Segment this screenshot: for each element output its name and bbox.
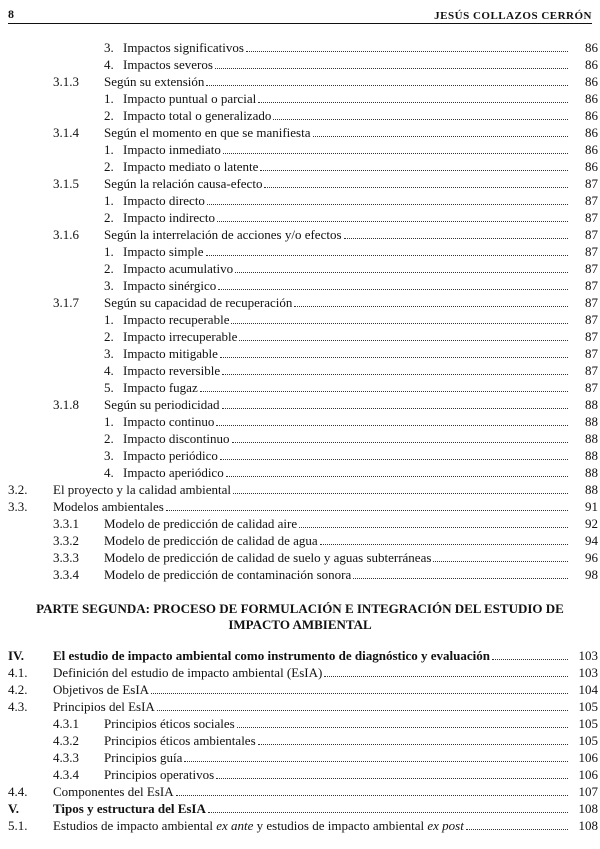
toc-entry-number: 3.1.6 — [53, 227, 79, 242]
toc-entry-number: 4.4. — [8, 784, 28, 799]
toc-entry-number: 4.3. — [8, 699, 28, 714]
dot-leader — [273, 119, 568, 120]
toc-entry-page: 87 — [585, 261, 598, 276]
toc-entry-page: 105 — [578, 699, 598, 714]
dot-leader — [492, 659, 568, 660]
dot-leader — [206, 85, 568, 86]
toc-entry-title: Principios éticos sociales — [104, 716, 235, 731]
dot-leader — [151, 693, 568, 694]
toc-entry[interactable] — [0, 73, 600, 90]
dot-leader — [353, 578, 568, 579]
toc-entry[interactable] — [0, 532, 600, 549]
toc-entry-page: 88 — [585, 448, 598, 463]
toc-entry-title: Según la interrelación de acciones y/o efectos — [104, 227, 342, 242]
toc-entry[interactable] — [0, 328, 600, 345]
toc-entry[interactable] — [0, 766, 600, 783]
toc-entry-number: V. — [8, 801, 19, 816]
toc-entry[interactable] — [0, 226, 600, 243]
dot-leader — [466, 829, 568, 830]
toc-entry-number: 1. — [104, 414, 114, 429]
toc-entry[interactable] — [0, 379, 600, 396]
toc-entry-page: 86 — [585, 40, 598, 55]
dot-leader — [216, 425, 568, 426]
toc-entry-page: 94 — [585, 533, 598, 548]
toc-entry-title: Impacto reversible — [123, 363, 221, 378]
toc-entry[interactable] — [0, 175, 600, 192]
toc-entry-title: Según la relación causa-efecto — [104, 176, 263, 191]
dot-leader — [264, 187, 568, 188]
dot-leader — [207, 204, 568, 205]
dot-leader — [223, 153, 568, 154]
dot-leader — [217, 221, 568, 222]
toc-entry-title: Impacto indirecto — [123, 210, 216, 225]
toc-entry-title: Impacto aperiódico — [123, 465, 224, 480]
toc-entry[interactable] — [0, 749, 600, 766]
toc-entry-page: 87 — [585, 278, 598, 293]
toc-entry-number: 2. — [104, 159, 114, 174]
toc-entry[interactable] — [0, 515, 600, 532]
toc-entry[interactable] — [0, 243, 600, 260]
toc-entry-title: Impacto mediato o latente — [123, 159, 259, 174]
dot-leader — [232, 442, 568, 443]
toc-entry-title: Impactos significativos — [123, 40, 244, 55]
toc-entry-number: 1. — [104, 142, 114, 157]
toc-entry[interactable] — [0, 664, 600, 681]
part-heading: PARTE SEGUNDA: PROCESO DE FORMULACIÓN E INTEGRACIÓN DEL ESTUDIO DE IMPACTO AMBIENTAL — [36, 601, 564, 632]
toc-entry[interactable] — [0, 396, 600, 413]
dot-leader — [258, 102, 568, 103]
dot-leader — [166, 510, 568, 511]
toc-entry-title: Impacto directo — [123, 193, 205, 208]
toc-entry-number: 3.3.1 — [53, 516, 79, 531]
toc-entry[interactable] — [0, 430, 600, 447]
toc-entry-number: 1. — [104, 244, 114, 259]
dot-leader — [208, 812, 568, 813]
dot-leader — [233, 493, 568, 494]
toc-entry-page: 105 — [578, 716, 598, 731]
toc-entry[interactable] — [0, 817, 600, 834]
toc-entry-number: 4.3.4 — [53, 767, 79, 782]
toc-entry-title: Modelos ambientales — [53, 499, 164, 514]
toc-entry-page: 87 — [585, 380, 598, 395]
toc-entry[interactable] — [0, 681, 600, 698]
toc-entry[interactable] — [0, 56, 600, 73]
dot-leader — [231, 323, 568, 324]
toc-entry[interactable] — [0, 124, 600, 141]
toc-entry-title: Principios operativos — [104, 767, 215, 782]
toc-entry-page: 86 — [585, 74, 598, 89]
toc-entry-page: 106 — [578, 767, 598, 782]
toc-entry-page: 86 — [585, 142, 598, 157]
toc-entry-number: 3. — [104, 346, 114, 361]
toc-entry-page: 87 — [585, 193, 598, 208]
toc-entry-number: 3.1.3 — [53, 74, 79, 89]
toc-entry[interactable] — [0, 362, 600, 379]
toc-entry-page: 86 — [585, 57, 598, 72]
toc-entry-title: Tipos y estructura del EsIA — [53, 801, 206, 816]
toc-entry-number: 2. — [104, 261, 114, 276]
toc-entry-page: 86 — [585, 108, 598, 123]
dot-leader — [206, 255, 568, 256]
toc-entry-number: 1. — [104, 91, 114, 106]
toc-entry-page: 88 — [585, 414, 598, 429]
dot-leader — [344, 238, 568, 239]
toc-entry[interactable] — [0, 647, 600, 664]
toc-entry-title: Impacto discontinuo — [123, 431, 230, 446]
toc-entry[interactable] — [0, 158, 600, 175]
toc-entry-number: 4.2. — [8, 682, 28, 697]
toc-entry-page: 87 — [585, 227, 598, 242]
toc-entry[interactable] — [0, 311, 600, 328]
toc-entry-title: Impactos severos — [123, 57, 213, 72]
toc-entry-number: 1. — [104, 193, 114, 208]
toc-entry-title: Definición del estudio de impacto ambiental (EsIA) — [53, 665, 323, 680]
toc-entry-number: 4. — [104, 57, 114, 72]
toc-entry-number: 3.1.4 — [53, 125, 79, 140]
toc-entry-page: 107 — [578, 784, 598, 799]
toc-entry-page: 96 — [585, 550, 598, 565]
toc-entry-number: 3. — [104, 40, 114, 55]
toc-entry-number: 4.3.2 — [53, 733, 79, 748]
toc-entry[interactable] — [0, 481, 600, 498]
toc-entry-page: 86 — [585, 91, 598, 106]
toc-entry-page: 104 — [578, 682, 598, 697]
dot-leader — [294, 306, 568, 307]
toc-entry-number: 4.3.1 — [53, 716, 79, 731]
toc-entry-number: 2. — [104, 329, 114, 344]
dot-leader — [246, 51, 568, 52]
dot-leader — [235, 272, 568, 273]
toc-entry[interactable] — [0, 413, 600, 430]
toc-entry-title: Impacto recuperable — [123, 312, 230, 327]
toc-entry-page: 87 — [585, 346, 598, 361]
toc-entry-page: 87 — [585, 244, 598, 259]
table-of-contents — [0, 39, 600, 834]
toc-entry-page: 87 — [585, 312, 598, 327]
toc-entry[interactable] — [0, 209, 600, 226]
toc-entry-title: Modelo de predicción de calidad de suelo y aguas subterráneas — [104, 550, 432, 565]
toc-entry-page: 106 — [578, 750, 598, 765]
toc-entry[interactable] — [0, 732, 600, 749]
dot-leader — [222, 374, 568, 375]
toc-entry[interactable] — [0, 107, 600, 124]
toc-section-part-one — [0, 39, 600, 583]
dot-leader — [260, 170, 568, 171]
toc-entry-page: 105 — [578, 733, 598, 748]
toc-entry-number: 5. — [104, 380, 114, 395]
toc-entry[interactable] — [0, 294, 600, 311]
toc-entry-title: Impacto inmediato — [123, 142, 221, 157]
toc-entry-page: 88 — [585, 431, 598, 446]
toc-entry-page: 86 — [585, 159, 598, 174]
toc-entry-title: Principios éticos ambientales — [104, 733, 256, 748]
toc-entry-title: Impacto total o generalizado — [123, 108, 272, 123]
dot-leader — [176, 795, 568, 796]
toc-entry-page: 91 — [585, 499, 598, 514]
toc-entry[interactable] — [0, 498, 600, 515]
toc-entry-page: 98 — [585, 567, 598, 582]
toc-entry-title: El proyecto y la calidad ambiental — [53, 482, 231, 497]
toc-entry-page: 87 — [585, 210, 598, 225]
toc-entry-number: 4.3.3 — [53, 750, 79, 765]
toc-entry-page: 92 — [585, 516, 598, 531]
toc-entry-number: 1. — [104, 312, 114, 327]
dot-leader — [200, 391, 568, 392]
toc-entry-number: 2. — [104, 210, 114, 225]
toc-entry[interactable] — [0, 464, 600, 481]
toc-entry-title: Modelo de predicción de contaminación sonora — [104, 567, 352, 582]
toc-entry[interactable] — [0, 447, 600, 464]
toc-entry[interactable] — [0, 566, 600, 583]
toc-entry[interactable] — [0, 549, 600, 566]
toc-entry-title: Según el momento en que se manifiesta — [104, 125, 311, 140]
toc-entry-title: Principios guía — [104, 750, 183, 765]
running-header — [8, 4, 592, 22]
toc-entry[interactable] — [0, 90, 600, 107]
dot-leader — [222, 408, 568, 409]
toc-entry-title: Según su extensión — [104, 74, 205, 89]
toc-entry-page: 87 — [585, 295, 598, 310]
toc-entry-number: 4. — [104, 465, 114, 480]
toc-entry-page: 88 — [585, 465, 598, 480]
toc-entry-title: Impacto acumulativo — [123, 261, 234, 276]
toc-entry-title: Principios del EsIA — [53, 699, 155, 714]
toc-entry-number: 3. — [104, 448, 114, 463]
toc-entry-title: Según su periodicidad — [104, 397, 220, 412]
toc-entry-number: 2. — [104, 108, 114, 123]
toc-entry-number: 4. — [104, 363, 114, 378]
toc-entry-number: 3.1.7 — [53, 295, 79, 310]
toc-entry-title: Impacto sinérgico — [123, 278, 217, 293]
dot-leader — [215, 68, 568, 69]
dot-leader — [433, 561, 568, 562]
toc-entry-page: 87 — [585, 176, 598, 191]
toc-entry-title: Impacto simple — [123, 244, 204, 259]
toc-entry-number: 3.3.2 — [53, 533, 79, 548]
toc-entry[interactable] — [0, 698, 600, 715]
toc-entry[interactable] — [0, 277, 600, 294]
toc-entry-number: 3.2. — [8, 482, 28, 497]
running-head-author: JESÚS COLLAZOS CERRÓN — [434, 10, 592, 22]
toc-entry-title: Componentes del EsIA — [53, 784, 174, 799]
toc-entry-title: Modelo de predicción de calidad de agua — [104, 533, 318, 548]
toc-entry-page: 103 — [578, 665, 598, 680]
toc-entry[interactable] — [0, 345, 600, 362]
toc-entry-title: Impacto continuo — [123, 414, 215, 429]
toc-entry-title: Impacto puntual o parcial — [123, 91, 257, 106]
dot-leader — [220, 357, 568, 358]
toc-entry-page: 88 — [585, 397, 598, 412]
toc-section-part-two — [0, 647, 600, 834]
toc-entry-title: Impacto fugaz — [123, 380, 198, 395]
dot-leader — [320, 544, 568, 545]
dot-leader — [226, 476, 568, 477]
dot-leader — [258, 744, 568, 745]
toc-entry-title: El estudio de impacto ambiental como instrumento de diagnóstico y evaluación — [53, 648, 490, 663]
toc-entry-page: 103 — [578, 648, 598, 663]
toc-entry-title: Objetivos de EsIA — [53, 682, 150, 697]
toc-entry-page: 88 — [585, 482, 598, 497]
toc-entry-number: 4.1. — [8, 665, 28, 680]
toc-entry[interactable] — [0, 141, 600, 158]
toc-entry[interactable] — [0, 783, 600, 800]
toc-entry-number: 3.3.3 — [53, 550, 79, 565]
toc-entry[interactable] — [0, 260, 600, 277]
dot-leader — [220, 459, 568, 460]
toc-entry-page: 87 — [585, 363, 598, 378]
dot-leader — [239, 340, 568, 341]
toc-entry-page: 87 — [585, 329, 598, 344]
toc-entry[interactable] — [0, 715, 600, 732]
toc-entry-page: 108 — [578, 818, 598, 833]
toc-entry-number: 3.3. — [8, 499, 28, 514]
toc-entry-number: 5.1. — [8, 818, 28, 833]
toc-entry-title: Modelo de predicción de calidad aire — [104, 516, 298, 531]
dot-leader — [237, 727, 568, 728]
toc-entry-number: 3.3.4 — [53, 567, 79, 582]
toc-entry-title: Estudios de impacto ambiental ex ante y estudios de impacto ambiental ex post — [53, 818, 464, 833]
toc-entry[interactable] — [0, 192, 600, 209]
dot-leader — [299, 527, 568, 528]
page-number: 8 — [8, 7, 14, 21]
toc-entry-title: Impacto irrecuperable — [123, 329, 238, 344]
dot-leader — [313, 136, 568, 137]
dot-leader — [324, 676, 568, 677]
toc-entry-page: 108 — [578, 801, 598, 816]
toc-entry-number: 3. — [104, 278, 114, 293]
toc-entry-title: Impacto mitigable — [123, 346, 218, 361]
toc-entry-page: 86 — [585, 125, 598, 140]
dot-leader — [157, 710, 568, 711]
toc-entry-number: 3.1.8 — [53, 397, 79, 412]
dot-leader — [184, 761, 568, 762]
header-rule — [8, 23, 592, 24]
toc-entry[interactable] — [0, 800, 600, 817]
dot-leader — [216, 778, 568, 779]
toc-entry-title: Impacto periódico — [123, 448, 218, 463]
toc-entry-number: 3.1.5 — [53, 176, 79, 191]
toc-entry[interactable] — [0, 39, 600, 56]
toc-entry-title: Según su capacidad de recuperación — [104, 295, 293, 310]
dot-leader — [218, 289, 568, 290]
toc-entry-number: 2. — [104, 431, 114, 446]
toc-entry-number: IV. — [8, 648, 25, 663]
